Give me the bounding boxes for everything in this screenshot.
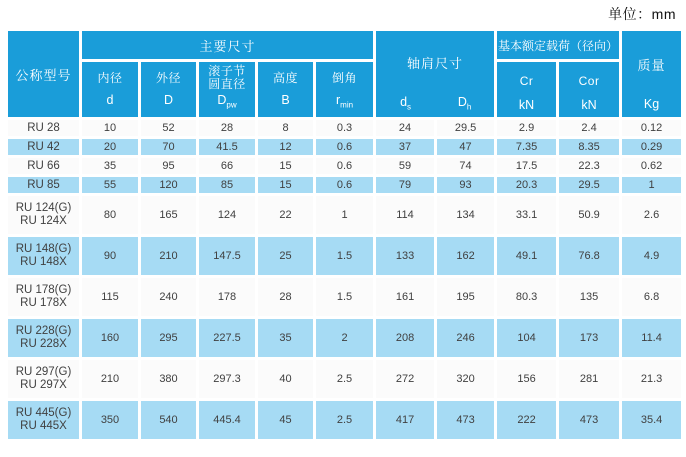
model-line: RU 148X	[20, 256, 67, 268]
shoulder-title: 轴肩尺寸	[407, 56, 464, 72]
cell-pitch: 445.4	[198, 400, 257, 441]
cell-chamfer: 0.6	[315, 176, 375, 195]
cell-ds: 59	[375, 157, 436, 176]
col-symbol: Cr	[519, 73, 534, 88]
cell-cor: 8.35	[558, 138, 621, 157]
model-line: RU 445X	[20, 420, 67, 432]
cell-pitch: 28	[198, 119, 257, 138]
col-name: 高度	[272, 70, 298, 85]
cell-outer: 380	[140, 359, 198, 400]
cell-cr: 49.1	[496, 236, 558, 277]
cell-cr: 2.9	[496, 119, 558, 138]
cell-model	[7, 318, 81, 359]
cell-height: 15	[257, 176, 315, 195]
cell-bore: 160	[81, 318, 140, 359]
cell-height: 25	[257, 236, 315, 277]
cell-ds: 272	[375, 359, 436, 400]
table-row	[7, 119, 683, 138]
cell-pitch: 227.5	[198, 318, 257, 359]
cell-outer: 165	[140, 195, 198, 236]
cell-chamfer: 0.6	[315, 157, 375, 176]
header-col-chamfer	[315, 61, 375, 119]
col-unit: kN	[581, 98, 597, 113]
cell-chamfer: 2.5	[315, 400, 375, 441]
cell-model	[7, 138, 81, 157]
cell-ds: 161	[375, 277, 436, 318]
cell-chamfer: 1.5	[315, 236, 375, 277]
table-row	[7, 359, 683, 400]
cell-mass: 0.12	[621, 119, 683, 138]
cell-dh: 134	[436, 195, 496, 236]
cell-ds: 208	[375, 318, 436, 359]
cell-dh: 320	[436, 359, 496, 400]
cell-cr: 7.35	[496, 138, 558, 157]
cell-cr: 17.5	[496, 157, 558, 176]
cell-model	[7, 176, 81, 195]
cell-dh: 93	[436, 176, 496, 195]
cell-cor: 29.5	[558, 176, 621, 195]
header-col-outer	[140, 61, 198, 119]
cell-height: 45	[257, 400, 315, 441]
table-row	[7, 176, 683, 195]
cell-bore: 115	[81, 277, 140, 318]
header-shoulder	[375, 30, 496, 119]
cell-cr: 222	[496, 400, 558, 441]
header-col-bore	[81, 61, 140, 119]
cell-bore: 350	[81, 400, 140, 441]
col-name: 倒角	[332, 70, 358, 85]
model-line: RU 85	[27, 178, 60, 191]
col-name: 内径	[97, 70, 123, 85]
cell-dh: 74	[436, 157, 496, 176]
header-load: 基本额定载荷（径向）	[496, 30, 621, 61]
cell-mass: 35.4	[621, 400, 683, 441]
table-row	[7, 195, 683, 236]
cell-cr: 20.3	[496, 176, 558, 195]
cell-bore: 10	[81, 119, 140, 138]
col-name: 外径	[155, 70, 181, 85]
unit-label: 单位：mm	[608, 6, 676, 22]
cell-bore: 90	[81, 236, 140, 277]
header-model: 公称型号	[7, 30, 81, 119]
col-symbol: $r_{min}$	[335, 92, 354, 110]
header-col-cr	[496, 61, 558, 119]
cell-height: 40	[257, 359, 315, 400]
cell-model	[7, 119, 81, 138]
cell-chamfer: 1	[315, 195, 375, 236]
cell-mass: 1	[621, 176, 683, 195]
cell-model	[7, 359, 81, 400]
model-line: RU 148(G)	[15, 243, 72, 255]
cell-pitch: 66	[198, 157, 257, 176]
cell-outer: 240	[140, 277, 198, 318]
cell-cor: 173	[558, 318, 621, 359]
model-line: RU 297X	[20, 379, 67, 391]
cell-height: 22	[257, 195, 315, 236]
table-row	[7, 400, 683, 441]
cell-outer: 210	[140, 236, 198, 277]
cell-cr: 104	[496, 318, 558, 359]
cell-outer: 540	[140, 400, 198, 441]
cell-pitch: 124	[198, 195, 257, 236]
header-col-pitch	[198, 61, 257, 119]
cell-mass: 21.3	[621, 359, 683, 400]
col-unit: kN	[518, 98, 535, 113]
cell-cor: 135	[558, 277, 621, 318]
header-row-groups	[7, 30, 683, 61]
header-col-height	[257, 61, 315, 119]
model-line: RU 178(G)	[15, 284, 72, 296]
cell-bore: 55	[81, 176, 140, 195]
cell-model	[7, 157, 81, 176]
cell-ds: 24	[375, 119, 436, 138]
model-line: RU 178X	[20, 297, 67, 309]
symbol-ds: $d_s$	[400, 94, 412, 111]
table-row	[7, 236, 683, 277]
cell-mass: 0.29	[621, 138, 683, 157]
cell-dh: 29.5	[436, 119, 496, 138]
cell-dh: 246	[436, 318, 496, 359]
cell-cor: 473	[558, 400, 621, 441]
cell-ds: 79	[375, 176, 436, 195]
model-line: RU 28	[27, 121, 60, 134]
model-line: RU 66	[27, 159, 60, 172]
cell-mass: 0.62	[621, 157, 683, 176]
col-symbol: Cor	[578, 73, 600, 88]
cell-cor: 2.4	[558, 119, 621, 138]
cell-pitch: 178	[198, 277, 257, 318]
shoulder-symbols	[376, 95, 494, 118]
cell-model	[7, 195, 81, 236]
mass-unit: Kg	[643, 97, 660, 111]
cell-ds: 37	[375, 138, 436, 157]
table-row	[7, 318, 683, 359]
mass-title: 质量	[637, 57, 666, 73]
cell-model	[7, 277, 81, 318]
cell-mass: 6.8	[621, 277, 683, 318]
cell-chamfer: 2	[315, 318, 375, 359]
table-body	[7, 119, 683, 441]
cell-dh: 47	[436, 138, 496, 157]
cell-pitch: 41.5	[198, 138, 257, 157]
header-main-dims: 主要尺寸	[81, 30, 375, 61]
table-row	[7, 157, 683, 176]
cell-chamfer: 0.3	[315, 119, 375, 138]
cell-ds: 114	[375, 195, 436, 236]
model-line: RU 124X	[20, 215, 67, 227]
cell-chamfer: 0.6	[315, 138, 375, 157]
cell-mass: 11.4	[621, 318, 683, 359]
header-col-cor	[558, 61, 621, 119]
cell-height: 12	[257, 138, 315, 157]
cell-outer: 70	[140, 138, 198, 157]
cell-dh: 195	[436, 277, 496, 318]
model-line: RU 124(G)	[15, 202, 72, 214]
cell-outer: 120	[140, 176, 198, 195]
table-header	[7, 30, 683, 119]
cell-dh: 162	[436, 236, 496, 277]
cell-height: 8	[257, 119, 315, 138]
cell-bore: 20	[81, 138, 140, 157]
cell-mass: 2.6	[621, 195, 683, 236]
bearing-spec-table	[5, 28, 684, 442]
header-mass	[621, 30, 683, 119]
cell-pitch: 297.3	[198, 359, 257, 400]
cell-ds: 133	[375, 236, 436, 277]
model-line: RU 297(G)	[15, 366, 72, 378]
cell-bore: 35	[81, 157, 140, 176]
cell-mass: 4.9	[621, 236, 683, 277]
model-line: RU 445(G)	[15, 407, 72, 419]
cell-bore: 210	[81, 359, 140, 400]
cell-bore: 80	[81, 195, 140, 236]
col-symbol: B	[281, 92, 290, 107]
table-row	[7, 277, 683, 318]
col-symbol: $D_{pw}$	[217, 92, 237, 110]
cell-cor: 281	[558, 359, 621, 400]
table-row	[7, 138, 683, 157]
cell-outer: 295	[140, 318, 198, 359]
cell-cr: 80.3	[496, 277, 558, 318]
col-name: 滚子节	[208, 64, 246, 79]
cell-dh: 473	[436, 400, 496, 441]
col-name: 圆直径	[208, 77, 246, 92]
cell-height: 35	[257, 318, 315, 359]
cell-chamfer: 1.5	[315, 277, 375, 318]
header-row-sub	[7, 61, 683, 119]
model-line: RU 228(G)	[15, 325, 72, 337]
cell-height: 28	[257, 277, 315, 318]
cell-cr: 156	[496, 359, 558, 400]
cell-cor: 50.9	[558, 195, 621, 236]
cell-outer: 52	[140, 119, 198, 138]
cell-pitch: 85	[198, 176, 257, 195]
model-line: RU 42	[27, 140, 60, 153]
col-symbol: d	[106, 92, 114, 107]
cell-ds: 417	[375, 400, 436, 441]
cell-model	[7, 236, 81, 277]
cell-cr: 33.1	[496, 195, 558, 236]
cell-model	[7, 400, 81, 441]
cell-cor: 22.3	[558, 157, 621, 176]
symbol-dh: $D_h$	[457, 94, 472, 111]
col-symbol: D	[163, 92, 174, 107]
cell-outer: 95	[140, 157, 198, 176]
cell-cor: 76.8	[558, 236, 621, 277]
model-line: RU 228X	[20, 338, 67, 350]
cell-height: 15	[257, 157, 315, 176]
cell-chamfer: 2.5	[315, 359, 375, 400]
cell-pitch: 147.5	[198, 236, 257, 277]
